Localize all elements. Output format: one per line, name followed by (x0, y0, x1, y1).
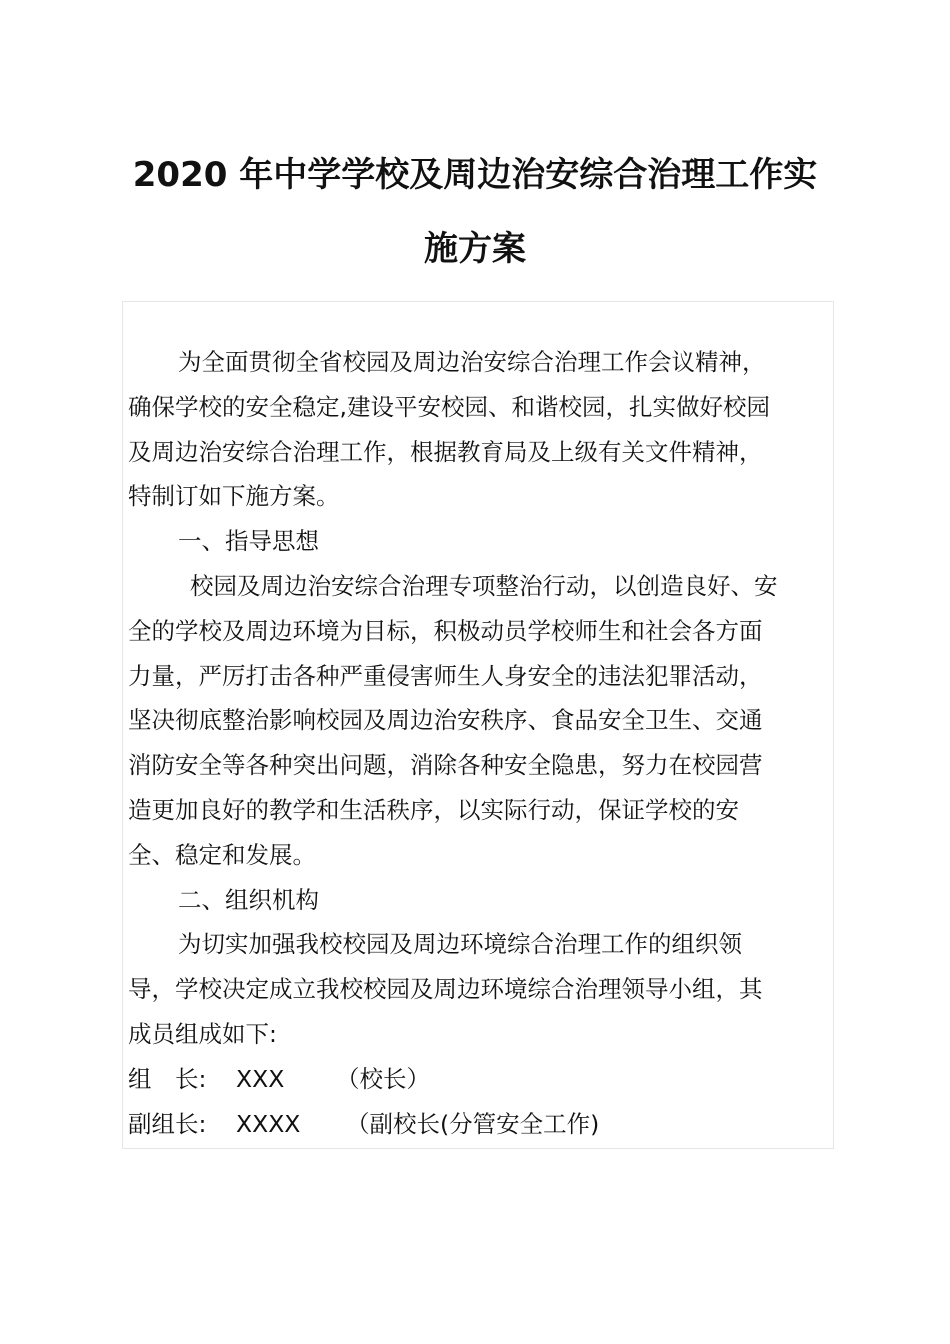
intro-line-1: 为全面贯彻全省校园及周边治安综合治理工作会议精神， (178, 348, 766, 376)
section2-line-2: 导，学校决定成立我校校园及周边环境综合治理领导小组，其 (128, 975, 763, 1004)
document-body (128, 340, 838, 1146)
member-row-leader (128, 1057, 838, 1102)
intro-line-2: 确保学校的安全稳定,建设平安校园、和谐校园，扎实做好校园 (128, 392, 770, 421)
section1-line-4: 坚决彻底整治影响校园及周边治安秩序、食品安全卫生、交通 (128, 706, 763, 735)
document-title-line-1: 2020 年中学学校及周边治安综合治理工作实 (132, 155, 818, 195)
section1-line-5: 消防安全等各种突出问题，消除各种安全隐患，努力在校园营 (128, 751, 763, 780)
section-heading-organization: 二、组织机构 (178, 885, 319, 914)
section1-line-1: 校园及周边治安综合治理专项整治行动，以创造良好、安 (190, 571, 778, 600)
section1-line-3: 力量，严厉打击各种严重侵害师生人身安全的违法犯罪活动， (128, 661, 763, 690)
section-heading-guiding-thought: 一、指导思想 (178, 527, 319, 556)
member-title: （校长） (336, 1064, 430, 1093)
section1-line-6: 造更加良好的教学和生活秩序，以实际行动，保证学校的安 (128, 795, 739, 824)
member-row-deputy (128, 1102, 838, 1147)
member-role: 组 长: (128, 1064, 207, 1093)
member-name: XXXX (236, 1109, 301, 1138)
intro-line-4: 特制订如下施方案。 (128, 482, 340, 511)
document-title-line-2: 施方案 (424, 229, 526, 269)
section2-line-1: 为切实加强我校校园及周边环境综合治理工作的组织领 (178, 930, 742, 959)
section1-line-2: 全的学校及周边环境为目标，积极动员学校师生和社会各方面 (128, 616, 763, 645)
intro-line-3: 及周边治安综合治理工作，根据教育局及上级有关文件精神， (128, 437, 763, 466)
document-title (60, 138, 890, 286)
member-title: （副校长(分管安全工作) (346, 1109, 600, 1138)
section2-line-3: 成员组成如下: (128, 1019, 277, 1048)
member-name: XXX (236, 1064, 285, 1093)
member-role: 副组长: (128, 1109, 207, 1138)
section1-line-7: 全、稳定和发展。 (128, 840, 316, 869)
